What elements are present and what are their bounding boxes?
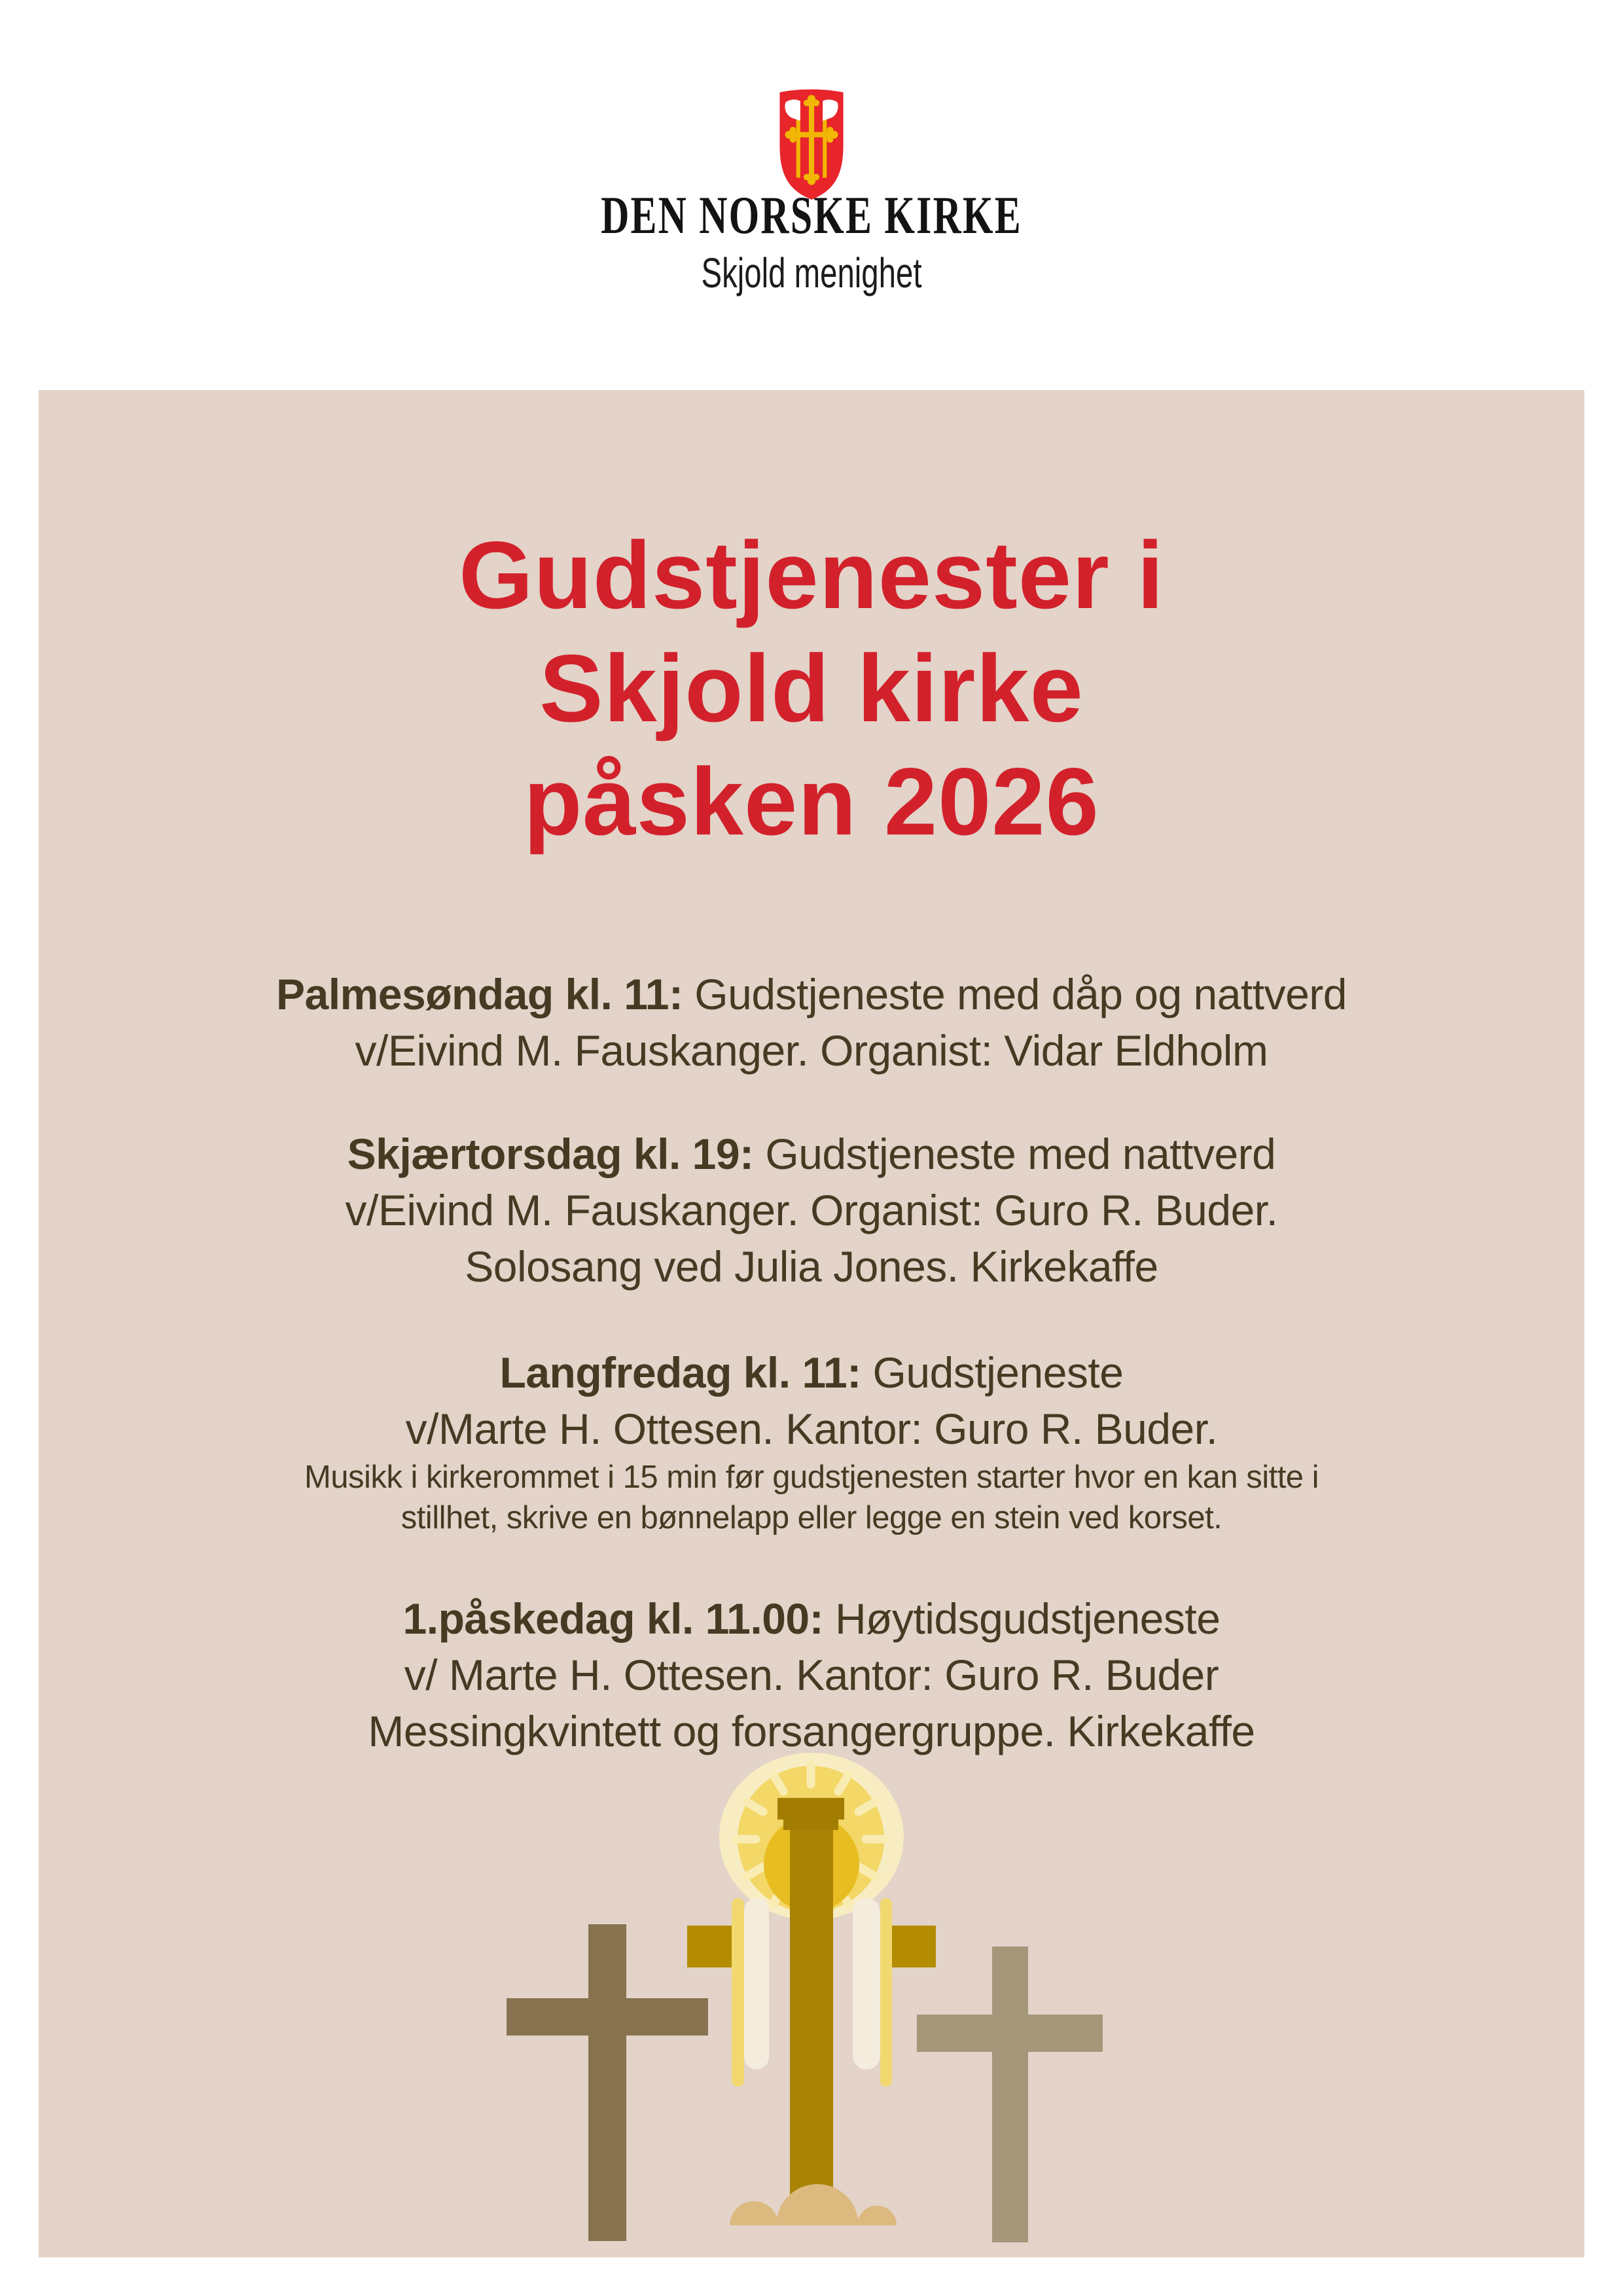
service-note-line: stillhet, skrive en bønnelapp eller legge en stein ved korset. bbox=[401, 1500, 1222, 1535]
service-line bbox=[39, 1022, 1584, 1079]
service-desc: Gudstjeneste med dåp og nattverd bbox=[683, 970, 1347, 1018]
service-line bbox=[39, 1590, 1584, 1647]
service-desc: v/Marte H. Ottesen. Kantor: Guro R. Buder. bbox=[405, 1405, 1218, 1453]
service-line bbox=[39, 1126, 1584, 1182]
center-cross-beam bbox=[790, 1827, 833, 2224]
service-paskedag bbox=[39, 1590, 1584, 1759]
ribbon-right-yellow bbox=[880, 1898, 892, 2087]
service-note bbox=[39, 1457, 1584, 1538]
poster-title bbox=[39, 518, 1584, 858]
ribbon-gap-left bbox=[769, 1926, 790, 1967]
service-note-line: Musikk i kirkerommet i 15 min før gudstjenesten starter hvor en kan sitte i bbox=[304, 1460, 1319, 1495]
right-cross-icon bbox=[917, 1946, 1103, 2242]
service-langfredag bbox=[39, 1344, 1584, 1538]
service-day-time: Skjærtorsdag kl. 19: bbox=[347, 1130, 754, 1178]
service-palmesondag bbox=[39, 966, 1584, 1079]
poster-title-line-3: påsken 2026 bbox=[524, 748, 1099, 855]
service-day-time: Palmesøndag kl. 11: bbox=[276, 970, 683, 1018]
ribbon-right-white bbox=[853, 1898, 880, 2070]
service-desc: v/Eivind M. Fauskanger. Organist: Guro R. Buder. bbox=[345, 1186, 1278, 1234]
service-line bbox=[39, 1182, 1584, 1238]
poster-title-line-2: Skjold kirke bbox=[539, 635, 1084, 742]
parish-name: Skjold menighet bbox=[701, 249, 922, 296]
ribbon-left-white bbox=[744, 1898, 769, 2070]
poster-title-line-1: Gudstjenester i bbox=[459, 522, 1164, 628]
center-cross-cap-top bbox=[777, 1798, 844, 1820]
ribbon-left-yellow bbox=[732, 1898, 744, 2087]
service-desc: Høytidsgudstjeneste bbox=[823, 1594, 1221, 1643]
service-line bbox=[39, 966, 1584, 1022]
service-desc: Solosang ved Julia Jones. Kirkekaffe bbox=[465, 1242, 1158, 1291]
service-desc: v/ Marte H. Ottesen. Kantor: Guro R. Buder bbox=[404, 1651, 1219, 1699]
poster-panel bbox=[39, 390, 1584, 2257]
center-cross-cap-step bbox=[783, 1820, 838, 1830]
service-line bbox=[39, 1703, 1584, 1759]
service-line bbox=[39, 1344, 1584, 1401]
service-day-time: 1.påskedag kl. 11.00: bbox=[402, 1594, 824, 1643]
service-desc: Messingkvintett og forsangergruppe. Kirkekaffe bbox=[368, 1707, 1255, 1755]
service-day-time: Langfredag kl. 11: bbox=[499, 1348, 861, 1397]
org-name: DEN NORSKE KIRKE bbox=[601, 185, 1022, 245]
service-desc: Gudstjeneste bbox=[861, 1348, 1124, 1397]
service-line bbox=[39, 1238, 1584, 1295]
ribbon-gap-right bbox=[833, 1926, 853, 1967]
sand-mound bbox=[730, 2184, 897, 2257]
service-desc: Gudstjeneste med nattverd bbox=[753, 1130, 1276, 1178]
service-line bbox=[39, 1647, 1584, 1703]
service-line bbox=[39, 1401, 1584, 1457]
left-cross-icon bbox=[507, 1924, 708, 2241]
service-desc: v/Eivind M. Fauskanger. Organist: Vidar Eldholm bbox=[355, 1026, 1268, 1075]
service-skjartorsdag bbox=[39, 1126, 1584, 1295]
